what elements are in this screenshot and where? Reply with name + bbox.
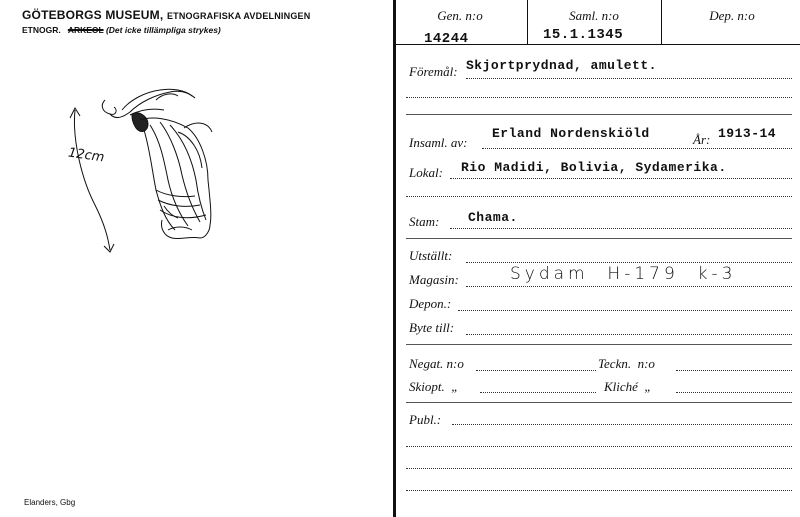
ar-value: 1913-14 — [718, 126, 777, 141]
utstallt-line — [466, 262, 792, 263]
dep-no-label: Dep. n:o — [709, 8, 755, 23]
strike-note: (Det icke tillämpliga strykes) — [105, 25, 221, 35]
stam-line — [450, 228, 792, 229]
kliche-line — [676, 392, 792, 393]
foremal-label: Föremål: — [409, 64, 458, 79]
byte-label: Byte till: — [409, 320, 455, 335]
card-left-border — [393, 0, 396, 517]
printer-imprint: Elanders, Gbg — [24, 498, 76, 507]
foremal-line-2 — [406, 97, 792, 98]
insaml-label: Insaml. av: — [409, 135, 468, 150]
struck-label: ARKEOL — [67, 25, 104, 35]
insaml-value: Erland Nordenskiöld — [492, 126, 650, 141]
size-note: 12cm — [67, 145, 106, 166]
divider-2 — [406, 238, 792, 239]
kliche-label: Kliché „ — [604, 379, 652, 394]
lokal-value: Rio Madidi, Bolivia, Sydamerika. — [461, 160, 727, 175]
foremal-line — [466, 78, 792, 79]
amulet-sketch — [60, 80, 240, 260]
negat-label: Negat. n:o — [409, 356, 464, 371]
divider-3 — [406, 344, 792, 345]
magasin-label: Magasin: — [409, 272, 459, 287]
divider-4 — [406, 402, 792, 403]
museum-header — [22, 8, 310, 22]
publ-label: Publ.: — [409, 412, 442, 427]
saml-no-label: Saml. n:o — [569, 8, 619, 23]
negat-line — [476, 370, 596, 371]
stam-value: Chama. — [468, 210, 518, 225]
publ-line-2 — [406, 446, 792, 447]
museum-name: GÖTEBORGS MUSEUM, — [22, 8, 164, 22]
lokal-line — [450, 178, 792, 179]
ar-label: År: — [693, 132, 711, 147]
depon-label: Depon.: — [409, 296, 452, 311]
etnogr-label: ETNOGR. — [22, 25, 61, 35]
publ-line-1 — [452, 424, 792, 425]
skiopt-line — [480, 392, 596, 393]
skiopt-label: Skiopt. „ — [409, 379, 459, 394]
header-divider-1 — [527, 0, 528, 45]
depon-line — [458, 310, 792, 311]
foremal-value: Skjortprydnad, amulett. — [466, 58, 657, 73]
stam-label: Stam: — [409, 214, 440, 229]
publ-line-3 — [406, 468, 792, 469]
department-name: ETNOGRAFISKA AVDELNINGEN — [166, 11, 311, 21]
lokal-label: Lokal: — [409, 165, 443, 180]
utstallt-label: Utställt: — [409, 248, 453, 263]
header-divider-2 — [661, 0, 662, 45]
byte-line — [466, 334, 792, 335]
lokal-line-2 — [406, 196, 792, 197]
magasin-value: Sydam H-179 k-3 — [510, 264, 737, 284]
publ-line-4 — [406, 490, 792, 491]
teckn-label: Teckn. n:o — [598, 356, 655, 371]
gen-no-label: Gen. n:o — [437, 8, 483, 23]
insaml-line — [482, 148, 792, 149]
header-subline — [22, 25, 221, 35]
divider-1 — [406, 114, 792, 115]
saml-no-value: 15.1.1345 — [543, 27, 624, 43]
magasin-line — [466, 286, 792, 287]
gen-no-value: 14244 — [424, 31, 469, 47]
teckn-line — [676, 370, 792, 371]
